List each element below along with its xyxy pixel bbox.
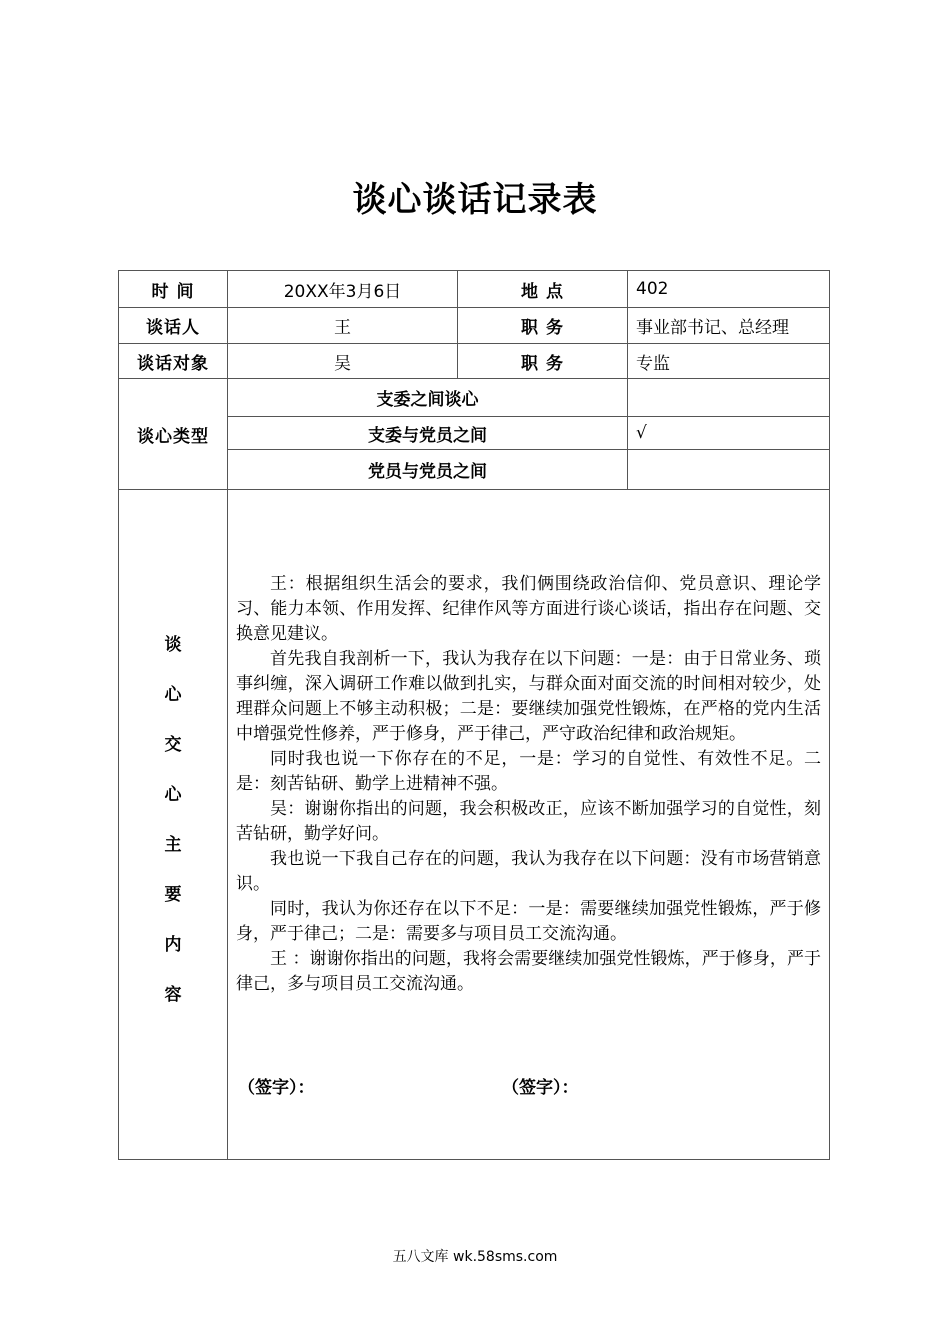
- row-speaker: [119, 308, 830, 344]
- content-row: [119, 490, 830, 1160]
- signature-1: （签字）：: [238, 1078, 315, 1098]
- content-label-char: 谈: [164, 634, 182, 655]
- content-paragraph: 我也说一下我自己存在的问题，我认为我存在以下问题：没有市场营销意识。: [236, 849, 821, 894]
- talk-type-option: 支委之间谈心: [228, 379, 628, 417]
- target-value: 吴: [228, 344, 458, 379]
- content-label-char: 主: [164, 834, 182, 855]
- time-value: 20XX年3月6日: [228, 271, 458, 308]
- talk-type-label: 谈心类型: [119, 379, 228, 490]
- talk-type-mark: [628, 450, 830, 490]
- talk-type-option: 支委与党员之间: [228, 417, 628, 450]
- talk-type-checkmark: √: [628, 417, 830, 450]
- talk-type-mark: [628, 379, 830, 417]
- content-paragraph: 吴：谢谢你指出的问题，我会积极改正，应该不断加强学习的自觉性，刻苦钻研，勤学好问。: [236, 799, 821, 844]
- speaker-label: 谈话人: [119, 308, 228, 344]
- content-paragraph: 王：根据组织生活会的要求，我们俩围绕政治信仰、党员意识、理论学习、能力本领、作用发挥、纪律作风等方面进行谈心谈话，指出存在问题、交换意见建议。: [236, 574, 821, 644]
- content-label: [119, 490, 228, 1160]
- row-time-place: [119, 271, 830, 308]
- signature-area: [236, 1073, 821, 1097]
- speaker-position-value: 事业部书记、总经理: [628, 308, 830, 344]
- record-table: [118, 270, 830, 1160]
- content-paragraph: 首先我自我剖析一下，我认为我存在以下问题：一是：由于日常业务、琐事纠缠，深入调研工作难以做到扎实，与群众面对面交流的时间相对较少，处理群众问题上不够主动积极；二是：要继续加强党性锻炼，在严格的党内生活中增强党性修养，严于修身，严于律己，严守政治纪律和政治规矩。: [236, 649, 821, 744]
- content-body: [228, 490, 830, 1160]
- content-label-char: 要: [164, 884, 182, 905]
- speaker-value: 王: [228, 308, 458, 344]
- place-label: 地 点: [458, 271, 628, 308]
- row-target: [119, 344, 830, 379]
- content-paragraph: 同时我也说一下你存在的不足，一是：学习的自觉性、有效性不足。二是：刻苦钻研、勤学上进精神不强。: [236, 749, 821, 794]
- content-label-char: 交: [164, 734, 182, 755]
- signature-2: （签字）：: [502, 1078, 579, 1098]
- content-paragraph: 王 ：谢谢你指出的问题，我将会需要继续加强党性锻炼，严于修身，严于律己，多与项目员工交流沟通。: [236, 949, 821, 994]
- target-label: 谈话对象: [119, 344, 228, 379]
- target-position-value: 专监: [628, 344, 830, 379]
- content-label-char: 容: [164, 984, 182, 1005]
- content-label-char: 心: [164, 684, 182, 705]
- place-value: 402: [628, 271, 830, 308]
- content-label-char: 内: [164, 934, 182, 955]
- talk-type-row-1: [119, 379, 830, 417]
- target-position-label: 职 务: [458, 344, 628, 379]
- content-paragraph: 同时，我认为你还存在以下不足：一是：需要继续加强党性锻炼，严于修身，严于律己；二是：需要多与项目员工交流沟通。: [236, 899, 821, 944]
- speaker-position-label: 职 务: [458, 308, 628, 344]
- time-label: 时 间: [119, 271, 228, 308]
- footer-watermark: 五八文库 wk.58sms.com: [392, 1249, 558, 1265]
- content-label-char: 心: [164, 784, 182, 805]
- talk-type-option: 党员与党员之间: [228, 450, 628, 490]
- document-title: 谈心谈话记录表: [352, 180, 598, 220]
